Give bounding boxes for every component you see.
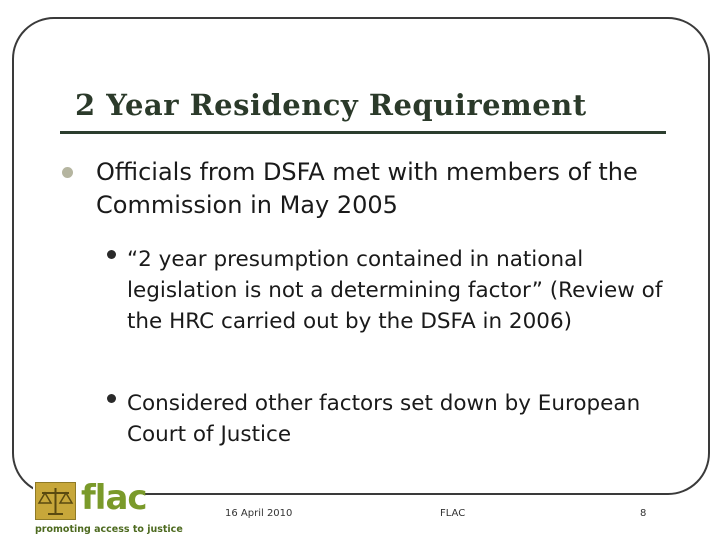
logo-wordmark: flac [81, 478, 147, 518]
logo-tagline: promoting access to justice [35, 524, 183, 535]
bullet-marker [62, 167, 73, 178]
footer-org: FLAC [440, 508, 466, 519]
scales-of-justice-icon [35, 482, 76, 520]
flac-logo [33, 478, 183, 538]
footer-page-number: 8 [640, 508, 647, 519]
sub-bullet-1 [127, 244, 672, 337]
title-underline [60, 131, 666, 134]
sub-bullet-2 [127, 388, 672, 450]
bullet-text: Officials from DSFA met with members of the Commission in May 2005 [96, 158, 638, 219]
footer-date: 16 April 2010 [225, 508, 293, 519]
slide-title: 2 Year Residency Requirement [75, 88, 587, 122]
sub-bullet-marker [107, 394, 116, 403]
sub-bullet-marker [107, 250, 116, 259]
sub-bullet-text: Considered other factors set down by European Court of Justice [127, 391, 641, 447]
sub-bullet-text: “2 year presumption contained in national legislation is not a determining factor” (Review of the HRC carried out by the DSFA in 2006) [127, 247, 663, 334]
